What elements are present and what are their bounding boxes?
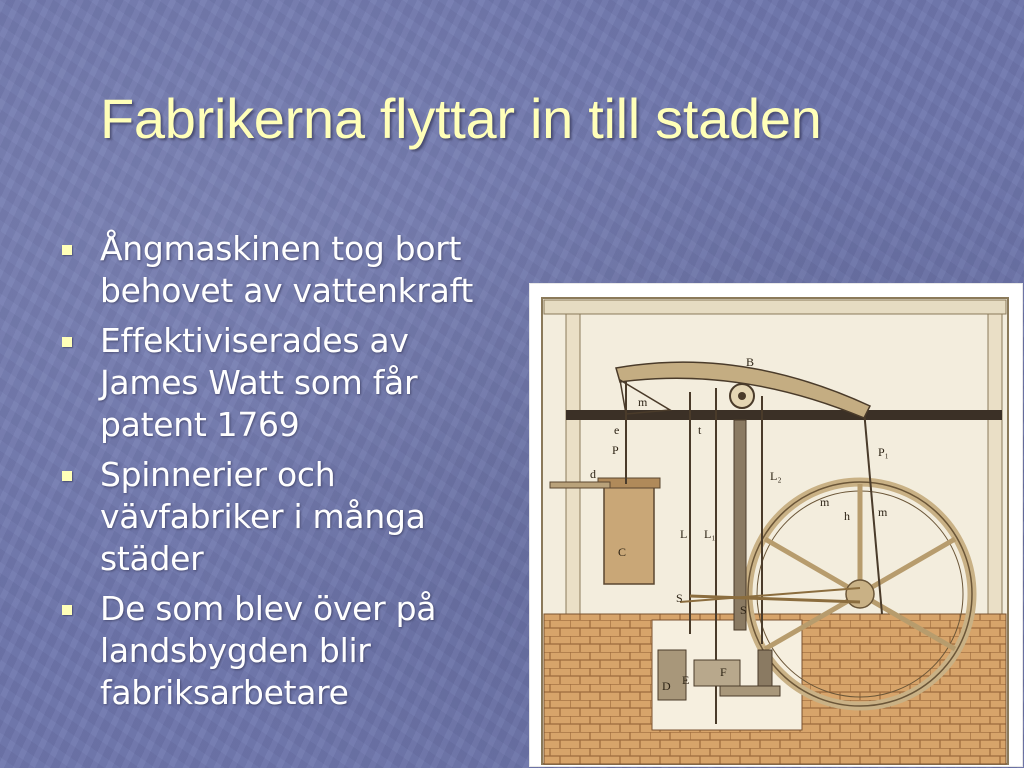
svg-text:D: D	[662, 679, 671, 693]
square-bullet-icon	[62, 605, 72, 615]
bullet-text: Spinnerier och vävfabriker i många städer	[100, 455, 426, 578]
svg-text:P: P	[612, 443, 619, 457]
svg-text:L: L	[680, 527, 688, 541]
svg-text:C: C	[618, 545, 627, 559]
svg-text:h: h	[844, 509, 850, 523]
bullet-list	[62, 228, 512, 722]
bullet-item	[62, 228, 512, 312]
svg-text:m: m	[820, 495, 830, 509]
svg-text:E: E	[682, 673, 690, 687]
svg-text:B: B	[746, 355, 755, 369]
steam-engine-icon	[530, 284, 1022, 766]
svg-text:e: e	[614, 423, 620, 437]
bullet-text: Ångmaskinen tog bort behovet av vattenkraft	[100, 229, 473, 310]
bullet-text: De som blev över på landsbygden blir fabriksarbetare	[100, 589, 437, 712]
steam-engine-illustration	[529, 283, 1023, 767]
svg-text:S: S	[740, 603, 747, 617]
svg-text:L₁: L₁	[704, 527, 716, 541]
bullet-text: Effektiviserades av James Watt som får patent 1769	[100, 321, 418, 444]
svg-text:S: S	[676, 591, 683, 605]
svg-text:m: m	[878, 505, 888, 519]
svg-text:F: F	[720, 665, 727, 679]
square-bullet-icon	[62, 337, 72, 347]
svg-text:d: d	[590, 467, 596, 481]
square-bullet-icon	[62, 471, 72, 481]
slide-title: Fabrikerna flyttar in till staden	[100, 87, 822, 150]
bullet-item	[62, 588, 512, 714]
bullet-item	[62, 320, 512, 446]
square-bullet-icon	[62, 245, 72, 255]
svg-text:t: t	[698, 423, 702, 437]
svg-text:L₂: L₂	[770, 469, 782, 483]
bullet-item	[62, 454, 512, 580]
svg-text:m: m	[638, 395, 648, 409]
svg-text:P₁: P₁	[878, 445, 889, 459]
